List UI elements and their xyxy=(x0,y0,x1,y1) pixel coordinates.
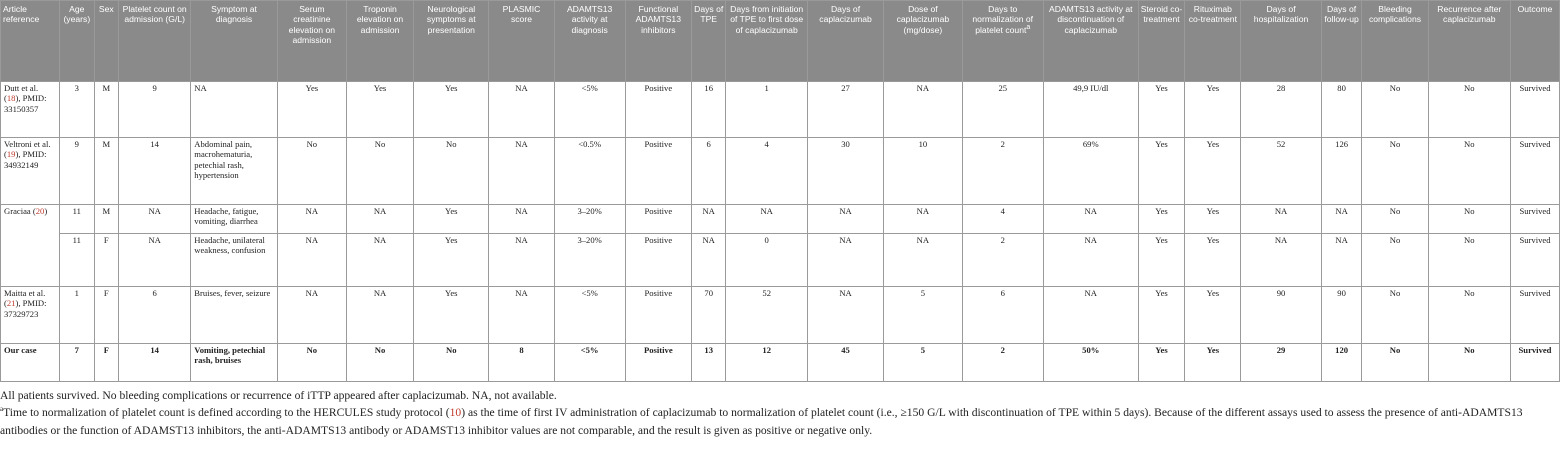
col-header: Article reference xyxy=(1,1,60,82)
days-follow-up-cell: 80 xyxy=(1321,82,1362,138)
outcome-cell: Survived xyxy=(1511,205,1560,234)
footnote-general: All patients survived. No bleeding complications or recurrence of iTTP appeared after caplacizumab. NA, not available. xyxy=(0,389,557,402)
sex-cell: M xyxy=(94,82,118,138)
plasmic-cell: NA xyxy=(489,205,554,234)
age-cell: 11 xyxy=(60,234,95,287)
adamts13-dx-cell: <5% xyxy=(554,344,625,382)
neurological-cell: No xyxy=(414,138,489,205)
table-row xyxy=(1,205,1560,234)
header-row xyxy=(1,1,1560,82)
days-tpe-cell: NA xyxy=(691,205,726,234)
col-header: Functional ADAMTS13 inhibitors xyxy=(625,1,691,82)
ref-text: ), PMID: 37329723 xyxy=(4,298,47,319)
dose-cell: NA xyxy=(884,234,962,287)
adamts13-discontinuation-cell: NA xyxy=(1043,205,1138,234)
footnote-a xyxy=(0,404,1561,439)
recurrence-cell: No xyxy=(1428,234,1510,287)
col-header: PLASMIC score xyxy=(489,1,554,82)
rituximab-cell: Yes xyxy=(1185,82,1241,138)
symptom-cell: Vomiting, petechial rash, bruises xyxy=(191,344,277,382)
ref-text: Graciaa ( xyxy=(4,206,36,216)
footnote-text: Time to normalization of platelet count is defined according to the HERCULES study protocol ( xyxy=(3,406,450,420)
sex-cell: F xyxy=(94,344,118,382)
adamts13-discontinuation-cell: 69% xyxy=(1043,138,1138,205)
adamts13-discontinuation-cell: 49,9 IU/dl xyxy=(1043,82,1138,138)
recurrence-cell: No xyxy=(1428,82,1510,138)
table-footnotes xyxy=(0,382,1561,439)
adamts13-dx-cell: 3–20% xyxy=(554,205,625,234)
adamts13-dx-cell: 3–20% xyxy=(554,234,625,287)
sex-cell: F xyxy=(94,234,118,287)
days-to-caplacizumab-cell: 52 xyxy=(726,287,807,344)
sex-cell: M xyxy=(94,138,118,205)
citation-link[interactable]: 20 xyxy=(35,206,45,216)
article-reference-cell xyxy=(1,82,60,138)
serum-creatinine-cell: No xyxy=(277,138,346,205)
table-row xyxy=(1,82,1560,138)
article-reference-cell xyxy=(1,138,60,205)
citation-link[interactable]: 21 xyxy=(6,298,16,309)
bleeding-cell: No xyxy=(1362,205,1428,234)
neurological-cell: Yes xyxy=(414,205,489,234)
platelet-count-cell: 6 xyxy=(119,287,191,344)
inhibitors-cell: Positive xyxy=(625,82,691,138)
days-normalization-cell: 4 xyxy=(962,205,1043,234)
symptom-cell: Bruises, fever, seizure xyxy=(191,287,277,344)
age-cell: 7 xyxy=(60,344,95,382)
col-header xyxy=(962,1,1043,82)
days-follow-up-cell: 90 xyxy=(1321,287,1362,344)
recurrence-cell: No xyxy=(1428,287,1510,344)
col-header: Days of follow-up xyxy=(1321,1,1362,82)
days-to-caplacizumab-cell: 0 xyxy=(726,234,807,287)
citation-link[interactable]: 19 xyxy=(6,149,16,160)
adamts13-dx-cell: <0.5% xyxy=(554,138,625,205)
col-header: Serum creatinine elevation on admission xyxy=(277,1,346,82)
col-header: Steroid co-treatment xyxy=(1138,1,1185,82)
dose-cell: 5 xyxy=(884,344,962,382)
days-follow-up-cell: 126 xyxy=(1321,138,1362,205)
outcome-cell: Survived xyxy=(1511,138,1560,205)
days-hospitalization-cell: 52 xyxy=(1241,138,1321,205)
plasmic-cell: 8 xyxy=(489,344,554,382)
table-row xyxy=(1,138,1560,205)
steroid-cell: Yes xyxy=(1138,234,1185,287)
table-row xyxy=(1,287,1560,344)
footnote-marker: a xyxy=(1026,23,1031,31)
recurrence-cell: No xyxy=(1428,344,1510,382)
days-tpe-cell: NA xyxy=(691,234,726,287)
days-tpe-cell: 13 xyxy=(691,344,726,382)
serum-creatinine-cell: No xyxy=(277,344,346,382)
serum-creatinine-cell: NA xyxy=(277,234,346,287)
adamts13-discontinuation-cell: 50% xyxy=(1043,344,1138,382)
rituximab-cell: Yes xyxy=(1185,138,1241,205)
plasmic-cell: NA xyxy=(489,138,554,205)
days-to-caplacizumab-cell: NA xyxy=(726,205,807,234)
days-caplacizumab-cell: 30 xyxy=(807,138,883,205)
bleeding-cell: No xyxy=(1362,344,1428,382)
days-normalization-cell: 2 xyxy=(962,344,1043,382)
bleeding-cell: No xyxy=(1362,82,1428,138)
col-header: Dose of caplacizumab (mg/dose) xyxy=(884,1,962,82)
days-normalization-cell: 2 xyxy=(962,234,1043,287)
days-tpe-cell: 6 xyxy=(691,138,726,205)
sex-cell: M xyxy=(94,205,118,234)
citation-link[interactable]: 18 xyxy=(6,93,16,104)
days-caplacizumab-cell: 27 xyxy=(807,82,883,138)
adamts13-dx-cell: <5% xyxy=(554,287,625,344)
ref-text: Dutt et al. ( xyxy=(4,83,39,104)
days-normalization-cell: 6 xyxy=(962,287,1043,344)
troponin-cell: Yes xyxy=(346,82,413,138)
platelet-count-cell: 9 xyxy=(119,82,191,138)
platelet-count-cell: NA xyxy=(119,234,191,287)
footnote-text: ) as the time of first IV administration of caplacizumab to normalization of platelet count (i.e., ≥150 G/L with discontinuation of TPE within 5 days). Because of the different assays used to assess the presence of anti-ADAMTS13 antibodies or the function of ADAMST13 inhibitors, the anti-ADAMTS13 antibody or ADAMST13 inhibitor values are not comparable, and the result is given as positive or negative only. xyxy=(0,406,1523,437)
article-reference-cell xyxy=(1,205,60,287)
ref-text: Maitta et al. ( xyxy=(4,288,46,309)
table-row xyxy=(1,234,1560,287)
troponin-cell: No xyxy=(346,344,413,382)
neurological-cell: No xyxy=(414,344,489,382)
col-header: Recurrence after caplacizumab xyxy=(1428,1,1510,82)
age-cell: 3 xyxy=(60,82,95,138)
inhibitors-cell: Positive xyxy=(625,344,691,382)
adamts13-discontinuation-cell: NA xyxy=(1043,234,1138,287)
neurological-cell: Yes xyxy=(414,287,489,344)
symptom-cell: Headache, unilateral weakness, confusion xyxy=(191,234,277,287)
platelet-count-cell: 14 xyxy=(119,138,191,205)
dose-cell: 5 xyxy=(884,287,962,344)
article-reference-cell: Our case xyxy=(1,344,60,382)
outcome-cell: Survived xyxy=(1511,82,1560,138)
outcome-cell: Survived xyxy=(1511,234,1560,287)
age-cell: 1 xyxy=(60,287,95,344)
days-hospitalization-cell: NA xyxy=(1241,234,1321,287)
days-caplacizumab-cell: NA xyxy=(807,205,883,234)
adamts13-discontinuation-cell: NA xyxy=(1043,287,1138,344)
days-hospitalization-cell: 28 xyxy=(1241,82,1321,138)
days-caplacizumab-cell: NA xyxy=(807,234,883,287)
days-caplacizumab-cell: NA xyxy=(807,287,883,344)
rituximab-cell: Yes xyxy=(1185,234,1241,287)
ref-text: ), PMID: 34932149 xyxy=(4,149,47,170)
adamts13-dx-cell: <5% xyxy=(554,82,625,138)
col-header: Neurological symptoms at presentation xyxy=(414,1,489,82)
inhibitors-cell: Positive xyxy=(625,205,691,234)
col-header: Symptom at diagnosis xyxy=(191,1,277,82)
col-header-text: Days to normalization of platelet count xyxy=(972,4,1034,35)
inhibitors-cell: Positive xyxy=(625,287,691,344)
ref-text: ), PMID: 33150357 xyxy=(4,93,47,114)
col-header: Age (years) xyxy=(60,1,95,82)
days-tpe-cell: 70 xyxy=(691,287,726,344)
serum-creatinine-cell: NA xyxy=(277,205,346,234)
col-header: Outcome xyxy=(1511,1,1560,82)
steroid-cell: Yes xyxy=(1138,344,1185,382)
days-normalization-cell: 25 xyxy=(962,82,1043,138)
steroid-cell: Yes xyxy=(1138,138,1185,205)
dose-cell: NA xyxy=(884,82,962,138)
age-cell: 9 xyxy=(60,138,95,205)
citation-link[interactable]: 10 xyxy=(449,406,462,420)
plasmic-cell: NA xyxy=(489,82,554,138)
days-hospitalization-cell: 29 xyxy=(1241,344,1321,382)
platelet-count-cell: NA xyxy=(119,205,191,234)
inhibitors-cell: Positive xyxy=(625,234,691,287)
steroid-cell: Yes xyxy=(1138,82,1185,138)
troponin-cell: No xyxy=(346,138,413,205)
plasmic-cell: NA xyxy=(489,234,554,287)
troponin-cell: NA xyxy=(346,205,413,234)
age-cell: 11 xyxy=(60,205,95,234)
steroid-cell: Yes xyxy=(1138,287,1185,344)
days-to-caplacizumab-cell: 12 xyxy=(726,344,807,382)
recurrence-cell: No xyxy=(1428,138,1510,205)
col-header: Platelet count on admission (G/L) xyxy=(119,1,191,82)
days-to-caplacizumab-cell: 4 xyxy=(726,138,807,205)
ref-text: Veltroni et al. ( xyxy=(4,139,51,160)
col-header: Days of TPE xyxy=(691,1,726,82)
dose-cell: NA xyxy=(884,205,962,234)
footnote-marker: a xyxy=(0,405,4,414)
days-follow-up-cell: NA xyxy=(1321,205,1362,234)
dose-cell: 10 xyxy=(884,138,962,205)
outcome-cell: Survived xyxy=(1511,344,1560,382)
col-header: Days of caplacizumab xyxy=(807,1,883,82)
platelet-count-cell: 14 xyxy=(119,344,191,382)
neurological-cell: Yes xyxy=(414,82,489,138)
symptom-cell: Headache, fatigue, vomiting, diarrhea xyxy=(191,205,277,234)
rituximab-cell: Yes xyxy=(1185,287,1241,344)
ref-text: ) xyxy=(44,206,48,216)
days-follow-up-cell: NA xyxy=(1321,234,1362,287)
days-normalization-cell: 2 xyxy=(962,138,1043,205)
serum-creatinine-cell: NA xyxy=(277,287,346,344)
neurological-cell: Yes xyxy=(414,234,489,287)
table-row xyxy=(1,344,1560,382)
days-caplacizumab-cell: 45 xyxy=(807,344,883,382)
days-to-caplacizumab-cell: 1 xyxy=(726,82,807,138)
rituximab-cell: Yes xyxy=(1185,344,1241,382)
troponin-cell: NA xyxy=(346,234,413,287)
outcome-cell: Survived xyxy=(1511,287,1560,344)
col-header: Bleeding complications xyxy=(1362,1,1428,82)
col-header: Rituximab co-treatment xyxy=(1185,1,1241,82)
bleeding-cell: No xyxy=(1362,138,1428,205)
article-reference-cell xyxy=(1,287,60,344)
recurrence-cell: No xyxy=(1428,205,1510,234)
inhibitors-cell: Positive xyxy=(625,138,691,205)
col-header: ADAMTS13 activity at diagnosis xyxy=(554,1,625,82)
bleeding-cell: No xyxy=(1362,287,1428,344)
col-header: ADAMTS13 activity at discontinuation of caplacizumab xyxy=(1043,1,1138,82)
days-hospitalization-cell: 90 xyxy=(1241,287,1321,344)
rituximab-cell: Yes xyxy=(1185,205,1241,234)
days-hospitalization-cell: NA xyxy=(1241,205,1321,234)
serum-creatinine-cell: Yes xyxy=(277,82,346,138)
troponin-cell: NA xyxy=(346,287,413,344)
symptom-cell: NA xyxy=(191,82,277,138)
col-header: Days of hospitalization xyxy=(1241,1,1321,82)
bleeding-cell: No xyxy=(1362,234,1428,287)
plasmic-cell: NA xyxy=(489,287,554,344)
col-header: Sex xyxy=(94,1,118,82)
days-follow-up-cell: 120 xyxy=(1321,344,1362,382)
col-header: Troponin elevation on admission xyxy=(346,1,413,82)
days-tpe-cell: 16 xyxy=(691,82,726,138)
col-header: Days from initiation of TPE to first dose of caplacizumab xyxy=(726,1,807,82)
sex-cell: F xyxy=(94,287,118,344)
steroid-cell: Yes xyxy=(1138,205,1185,234)
symptom-cell: Abdominal pain, macrohematuria, petechial rash, hypertension xyxy=(191,138,277,205)
